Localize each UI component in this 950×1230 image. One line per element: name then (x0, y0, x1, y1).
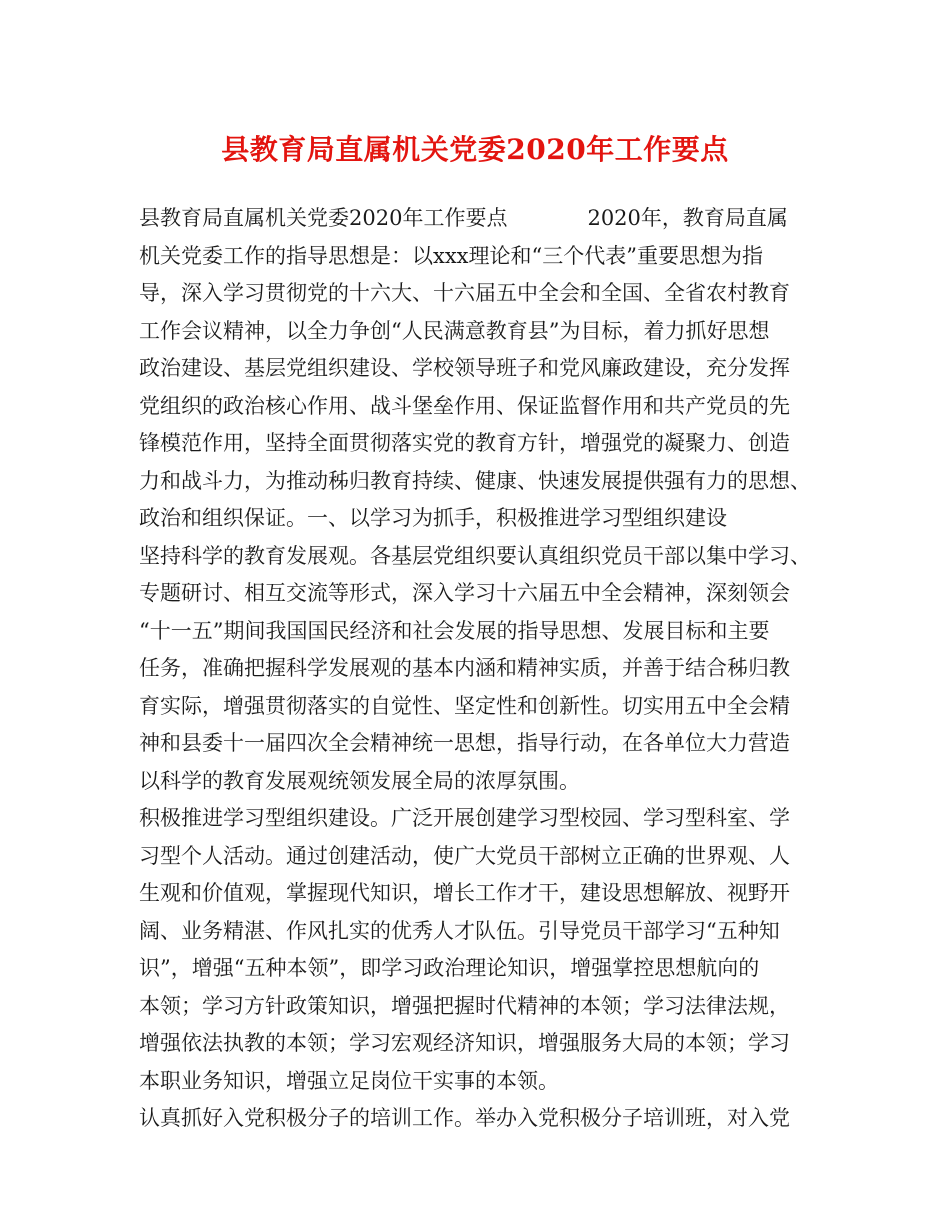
body-line: 任务，准确把握科学发展观的基本内涵和精神实质，并善于结合秭归教 (139, 656, 790, 680)
body-line: 机关党委工作的指导思想是：以xxx理论和“三个代表”重要思想为指 (139, 243, 763, 268)
body-line: 神和县委十一届四次全会精神统一思想，指导行动，在各单位大力营造 (139, 731, 790, 755)
body-line: 锋模范作用，坚持全面贯彻落实党的教育方针，增强党的凝聚力、创造 (139, 431, 790, 455)
document-title: 县教育局直属机关党委2020年工作要点 (221, 133, 729, 166)
body-line: 力和战斗力，为推动秭归教育持续、健康、快速发展提供强有力的思想、 (139, 468, 811, 493)
body-line: 导，深入学习贯彻党的十六大、十六届五中全会和全国、全省农村教育 (139, 281, 790, 305)
body-line: 本领；学习方针政策知识，增强把握时代精神的本领；学习法律法规， (139, 993, 790, 1018)
body-line: 育实际，增强贯彻落实的自觉性、坚定性和创新性。切实用五中全会精 (139, 693, 790, 718)
body-line-1 (139, 200, 839, 238)
body-line: 党组织的政治核心作用、战斗堡垒作用、保证监督作用和共产党员的先 (139, 393, 790, 418)
body-line: 专题研讨、相互交流等形式，深入学习十六届五中全会精神，深刻领会 (139, 581, 790, 605)
body-line: 增强依法执教的本领；学习宏观经济知识，增强服务大局的本领；学习 (139, 1031, 790, 1055)
inline-heading: 县教育局直属机关党委2020年工作要点 (139, 206, 508, 230)
body-line: 本职业务知识，增强立足岗位干实事的本领。 (139, 1068, 559, 1093)
body-line: 政治建设、基层党组织建设、学校领导班子和党风廉政建设，充分发挥 (139, 356, 790, 380)
body-line: 习型个人活动。通过创建活动，使广大党员干部树立正确的世界观、人 (139, 843, 790, 868)
body-line: “十一五”期间我国国民经济和社会发展的指导思想、发展目标和主要 (139, 618, 770, 643)
inline-text: 2020年，教育局直属 (587, 206, 788, 230)
body-line: 政治和组织保证。一、以学习为抓手，积极推进学习型组织建设 (139, 506, 727, 530)
document-body (139, 200, 839, 1138)
body-line: 坚持科学的教育发展观。各基层党组织要认真组织党员干部以集中学习、 (139, 543, 811, 568)
body-line: 积极推进学习型组织建设。广泛开展创建学习型校园、学习型科室、学 (139, 806, 790, 830)
body-line: 阔、业务精湛、作风扎实的优秀人才队伍。引导党员干部学习“五种知 (139, 918, 780, 943)
body-line: 认真抓好入党积极分子的培训工作。举办入党积极分子培训班，对入党 (139, 1106, 790, 1130)
body-line: 工作会议精神，以全力争创“人民满意教育县”为目标，着力抓好思想 (139, 318, 770, 343)
body-line: 以科学的教育发展观统领发展全局的浓厚氛围。 (139, 768, 580, 793)
body-line: 识”，增强“五种本领”，即学习政治理论知识，增强掌控思想航向的 (139, 956, 760, 980)
body-line: 生观和价值观，掌握现代知识，增长工作才干，建设思想解放、视野开 (139, 881, 790, 905)
